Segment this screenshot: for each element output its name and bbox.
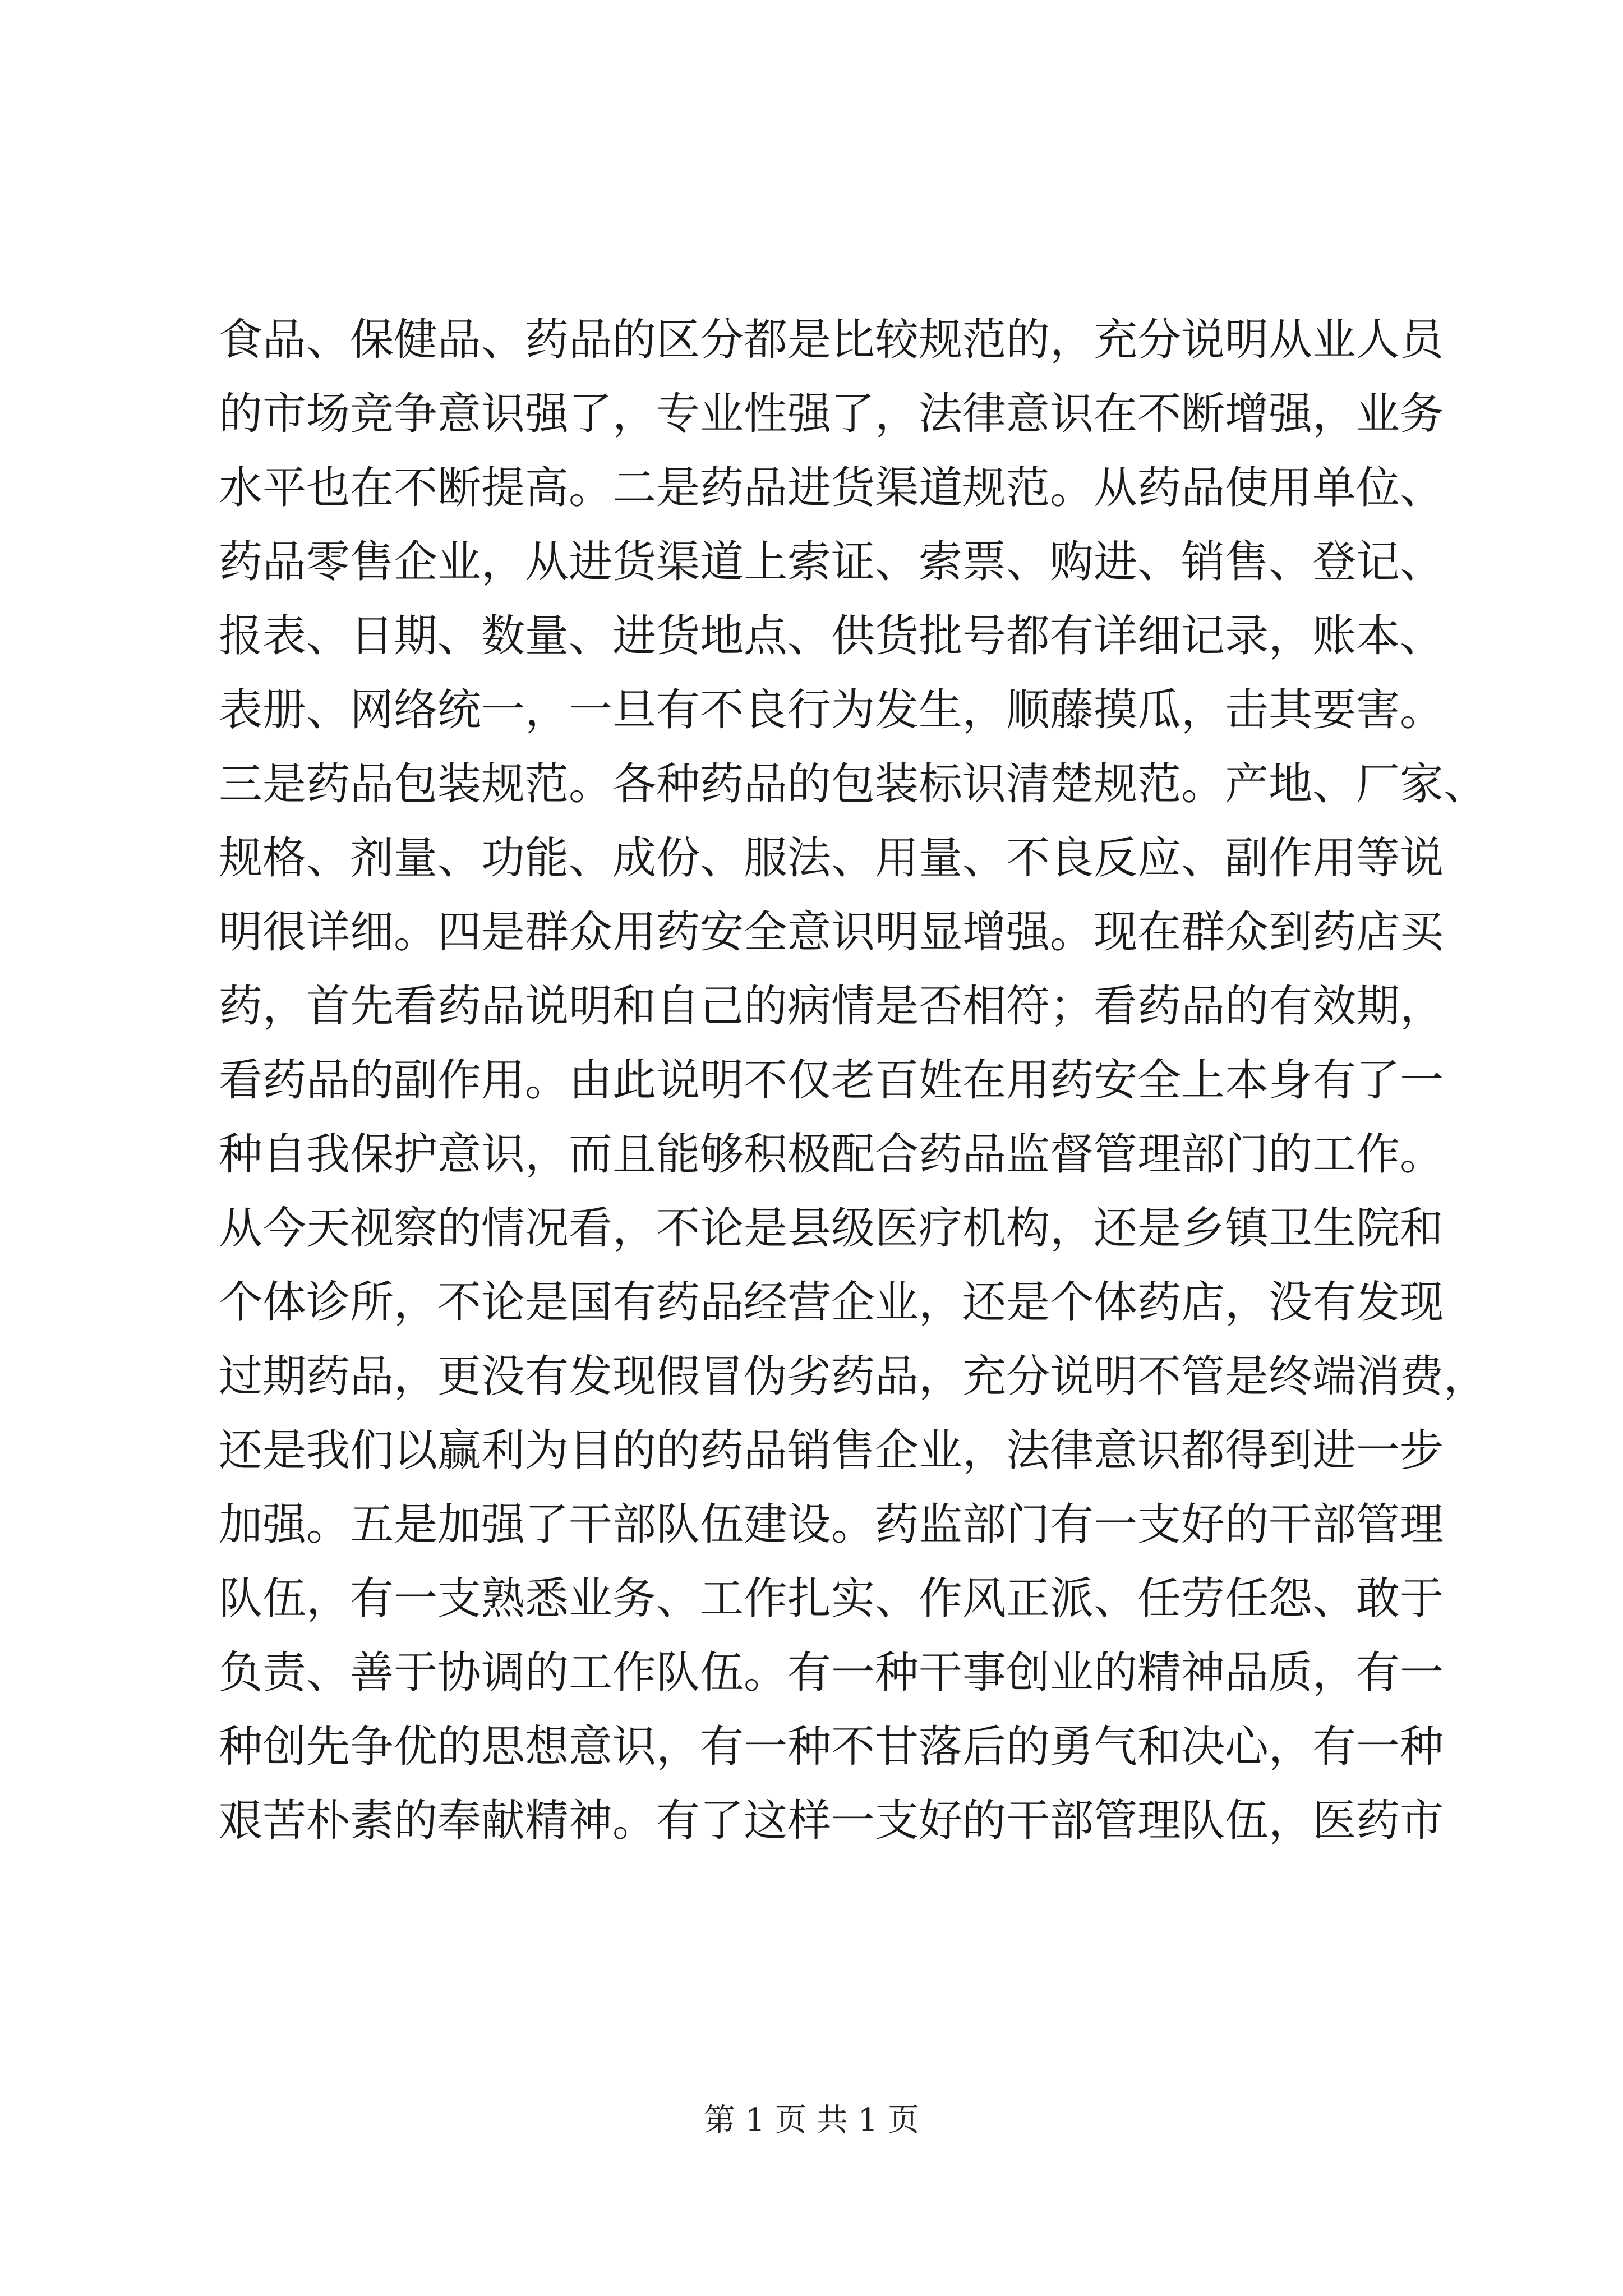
page-number-label: 第 1 页 共 1 页 [703, 2102, 920, 2138]
text-line: 表册、网络统一，一旦有不良行为发生，顺藤摸瓜，击其要害。 [219, 685, 1444, 735]
text-line: 种自我保护意识，而且能够积极配合药品监督管理部门的工作。 [219, 1129, 1444, 1180]
text-line: 食品、保健品、药品的区分都是比较规范的，充分说明从业人员 [219, 315, 1444, 365]
text-line: 种创先争优的思想意识，有一种不甘落后的勇气和决心，有一种 [219, 1722, 1444, 1772]
text-line: 从今天视察的情况看，不论是县级医疗机构，还是乡镇卫生院和 [219, 1203, 1444, 1254]
text-line: 过期药品，更没有发现假冒伪劣药品，充分说明不管是终端消费， [219, 1351, 1488, 1402]
text-line: 三是药品包装规范。各种药品的包装标识清楚规范。产地、厂家、 [219, 759, 1488, 809]
text-line: 负责、善于协调的工作队伍。有一种干事创业的精神品质，有一 [219, 1648, 1444, 1698]
text-line: 队伍，有一支熟悉业务、工作扎实、作风正派、任劳任怨、敢于 [219, 1573, 1444, 1624]
text-line: 规格、剂量、功能、成份、服法、用量、不良反应、副作用等说 [219, 833, 1444, 884]
text-line: 还是我们以赢利为目的的药品销售企业，法律意识都得到进一步 [219, 1425, 1444, 1476]
page-footer [0, 2101, 1623, 2140]
text-line: 的市场竞争意识强了，专业性强了，法律意识在不断增强，业务 [219, 389, 1444, 439]
text-line: 艰苦朴素的奉献精神。有了这样一支好的干部管理队伍，医药市 [219, 1796, 1444, 1846]
text-line: 看药品的副作用。由此说明不仅老百姓在用药安全上本身有了一 [219, 1055, 1444, 1106]
text-line: 个体诊所，不论是国有药品经营企业，还是个体药店，没有发现 [219, 1277, 1444, 1328]
text-line: 加强。五是加强了干部队伍建设。药监部门有一支好的干部管理 [219, 1499, 1444, 1550]
text-line: 药，首先看药品说明和自己的病情是否相符；看药品的有效期， [219, 981, 1444, 1032]
text-line: 明很详细。四是群众用药安全意识明显增强。现在群众到药店买 [219, 907, 1444, 958]
body-text [219, 303, 1488, 1858]
text-line: 药品零售企业，从进货渠道上索证、索票、购进、销售、登记、 [219, 537, 1444, 587]
text-line: 水平也在不断提高。二是药品进货渠道规范。从药品使用单位、 [219, 463, 1444, 513]
text-line: 报表、日期、数量、进货地点、供货批号都有详细记录，账本、 [219, 611, 1444, 661]
